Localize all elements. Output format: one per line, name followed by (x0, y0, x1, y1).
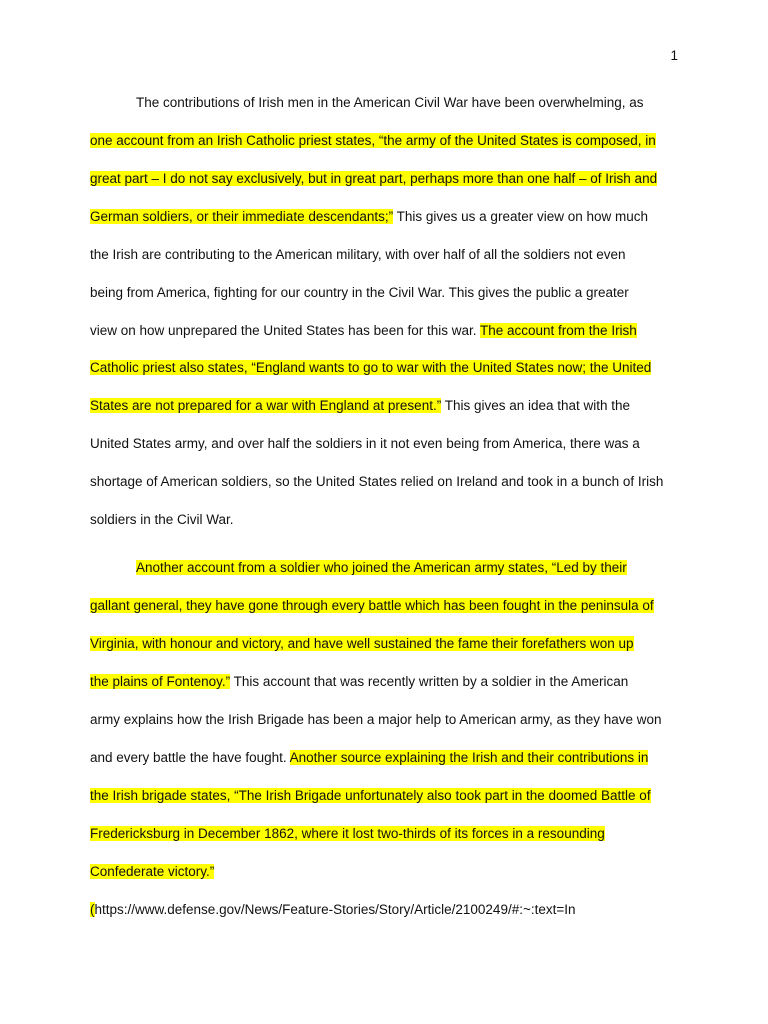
text-line (90, 130, 656, 151)
body-text: United States army, and over half the soldiers in it not even being from America, there was a (90, 436, 640, 451)
highlighted-text: great part – I do not say exclusively, but in great part, perhaps more than one half – of Irish and (90, 171, 658, 186)
text-line (90, 509, 234, 530)
body-text: This gives an idea that with the (441, 398, 631, 413)
text-line (90, 282, 629, 303)
text-line (90, 899, 576, 920)
highlighted-text: the plains of Fontenoy.” (90, 674, 231, 689)
body-text: This gives us a greater view on how much (393, 209, 649, 224)
text-line (90, 395, 630, 416)
page-number: 1 (670, 48, 678, 63)
body-text: view on how unprepared the United States has been for this war. (90, 323, 480, 338)
highlighted-text: ( (90, 902, 95, 917)
highlighted-text: gallant general, they have gone through every battle which has been fought in the peninsula of (90, 598, 654, 613)
text-line (90, 633, 634, 654)
highlighted-text: Fredericksburg in December 1862, where it lost two-thirds of its forces in a resounding (90, 826, 605, 841)
text-line (90, 168, 657, 189)
body-text: https://www.defense.gov/News/Feature-Stories/Story/Article/2100249/#:~:text=In (94, 902, 576, 917)
text-line (90, 671, 628, 692)
text-line (90, 595, 654, 616)
text-line (90, 709, 662, 730)
text-line (90, 206, 648, 227)
text-line (90, 433, 640, 454)
text-line (136, 557, 627, 578)
body-text: This account that was recently written by a soldier in the American (230, 674, 629, 689)
body-text: and every battle the have fought. (90, 750, 290, 765)
body-text: shortage of American soldiers, so the United States relied on Ireland and took in a bunch of Irish (90, 474, 664, 489)
text-line (90, 747, 648, 768)
highlighted-text: Confederate victory.” (90, 864, 215, 879)
text-line (90, 785, 651, 806)
body-text: being from America, fighting for our country in the Civil War. This gives the public a greater (90, 285, 629, 300)
highlighted-text: Virginia, with honour and victory, and have well sustained the fame their forefathers won up (90, 636, 634, 651)
text-line (90, 244, 626, 265)
text-line (90, 357, 651, 378)
text-line (90, 471, 663, 492)
text-line (136, 92, 643, 113)
highlighted-text: The account from the Irish (480, 323, 637, 338)
highlighted-text: the Irish brigade states, “The Irish Brigade unfortunately also took part in the doomed Battle of (90, 788, 651, 803)
body-text: soldiers in the Civil War. (90, 512, 234, 527)
body-text: The contributions of Irish men in the American Civil War have been overwhelming, as (136, 95, 644, 110)
highlighted-text: Catholic priest also states, “England wants to go to war with the United States now; the United (90, 360, 652, 375)
body-text: the Irish are contributing to the American military, with over half of all the soldiers not even (90, 247, 626, 262)
highlighted-text: German soldiers, or their immediate descendants;” (90, 209, 394, 224)
highlighted-text: Another account from a soldier who joined the American army states, “Led by their (136, 560, 627, 575)
body-text: army explains how the Irish Brigade has been a major help to American army, as they have won (90, 712, 662, 727)
highlighted-text: one account from an Irish Catholic priest states, “the army of the United States is composed, in (90, 133, 656, 148)
text-line (90, 320, 637, 341)
highlighted-text: States are not prepared for a war with England at present.” (90, 398, 442, 413)
text-line (90, 823, 605, 844)
highlighted-text: Another source explaining the Irish and their contributions in (289, 750, 649, 765)
text-line (90, 861, 214, 882)
